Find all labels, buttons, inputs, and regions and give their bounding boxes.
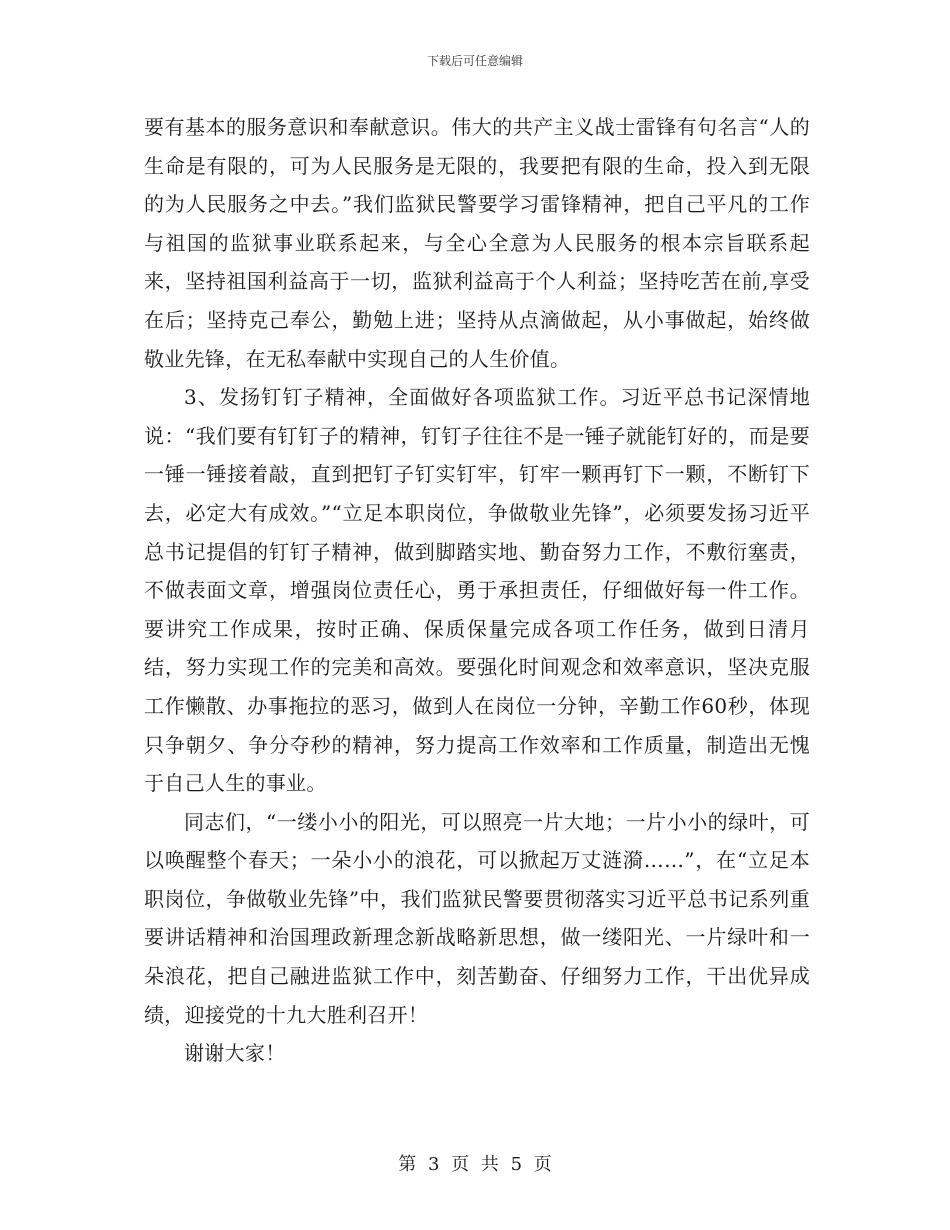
paragraph-service-spirit: 要有基本的服务意识和奉献意识。伟大的共产主义战士雷锋有句名言“人的生命是有限的，可为人民服务是无限的，我要把有限的生命，投入到无限的为人民服务之中去。”我们监狱民警要学习雷锋精神，把自己平凡的工作与祖国的监狱事业联系起来，与全心全意为人民服务的根本宗旨联系起来，坚持祖国利益高于一切，监狱利益高于个人利益；坚持吃苦在前,享受在后；坚持克己奉公，勤勉上进；坚持从点滴做起，从小事做起，始终做敬业先锋，在无私奉献中实现自己的人生价值。 (144, 115, 810, 371)
page-number-footer: 第 3 页 共 5 页 (398, 1154, 552, 1175)
page-header: 下载后可任意编辑 (426, 54, 523, 68)
paragraph-closing-remarks: 同志们，“一缕小小的阳光，可以照亮一片大地；一片小小的绿叶，可以唤醒整个春天；一朵小小的浪花，可以掀起万丈涟漪……”，在“立足本职岗位，争做敬业先锋”中，我们监狱民警要贯彻落实习近平总书记系列重要讲话精神和治国理政新理念新战略新思想，做一缕阳光、一片绿叶和一朵浪花，把自己融进监狱工作中，刻苦勤奋、仔细努力工作，干出优异成绩，迎接党的十九大胜利召开！ (144, 809, 810, 1027)
document-body (144, 108, 810, 1073)
paragraph-thanks: 谢谢大家！ (184, 1041, 286, 1066)
paragraph-nail-spirit: 3、发扬钉钉子精神，全面做好各项监狱工作。习近平总书记深情地说：“我们要有钉钉子的精神，钉钉子往往不是一锤子就能钉好的，而是要一锤一锤接着敲，直到把钉子钉实钉牢，钉牢一颗再钉下一颗，不断钉下去，必定大有成效。”“立足本职岗位，争做敬业先锋”，必须要发扬习近平总书记提倡的钉钉子精神，做到脚踏实地、勤奋努力工作，不敷衍塞责，不做表面文章，增强岗位责任心，勇于承担责任，仔细做好每一件工作。要讲究工作成果，按时正确、保质保量完成各项工作任务，做到日清月结，努力实现工作的完美和高效。要强化时间观念和效率意识，坚决克服工作懒散、办事拖拉的恶习，做到人在岗位一分钟，辛勤工作60秒，体现只争朝夕、争分夺秒的精神，努力提高工作效率和工作质量，制造出无愧于自己人生的事业。 (144, 385, 810, 796)
